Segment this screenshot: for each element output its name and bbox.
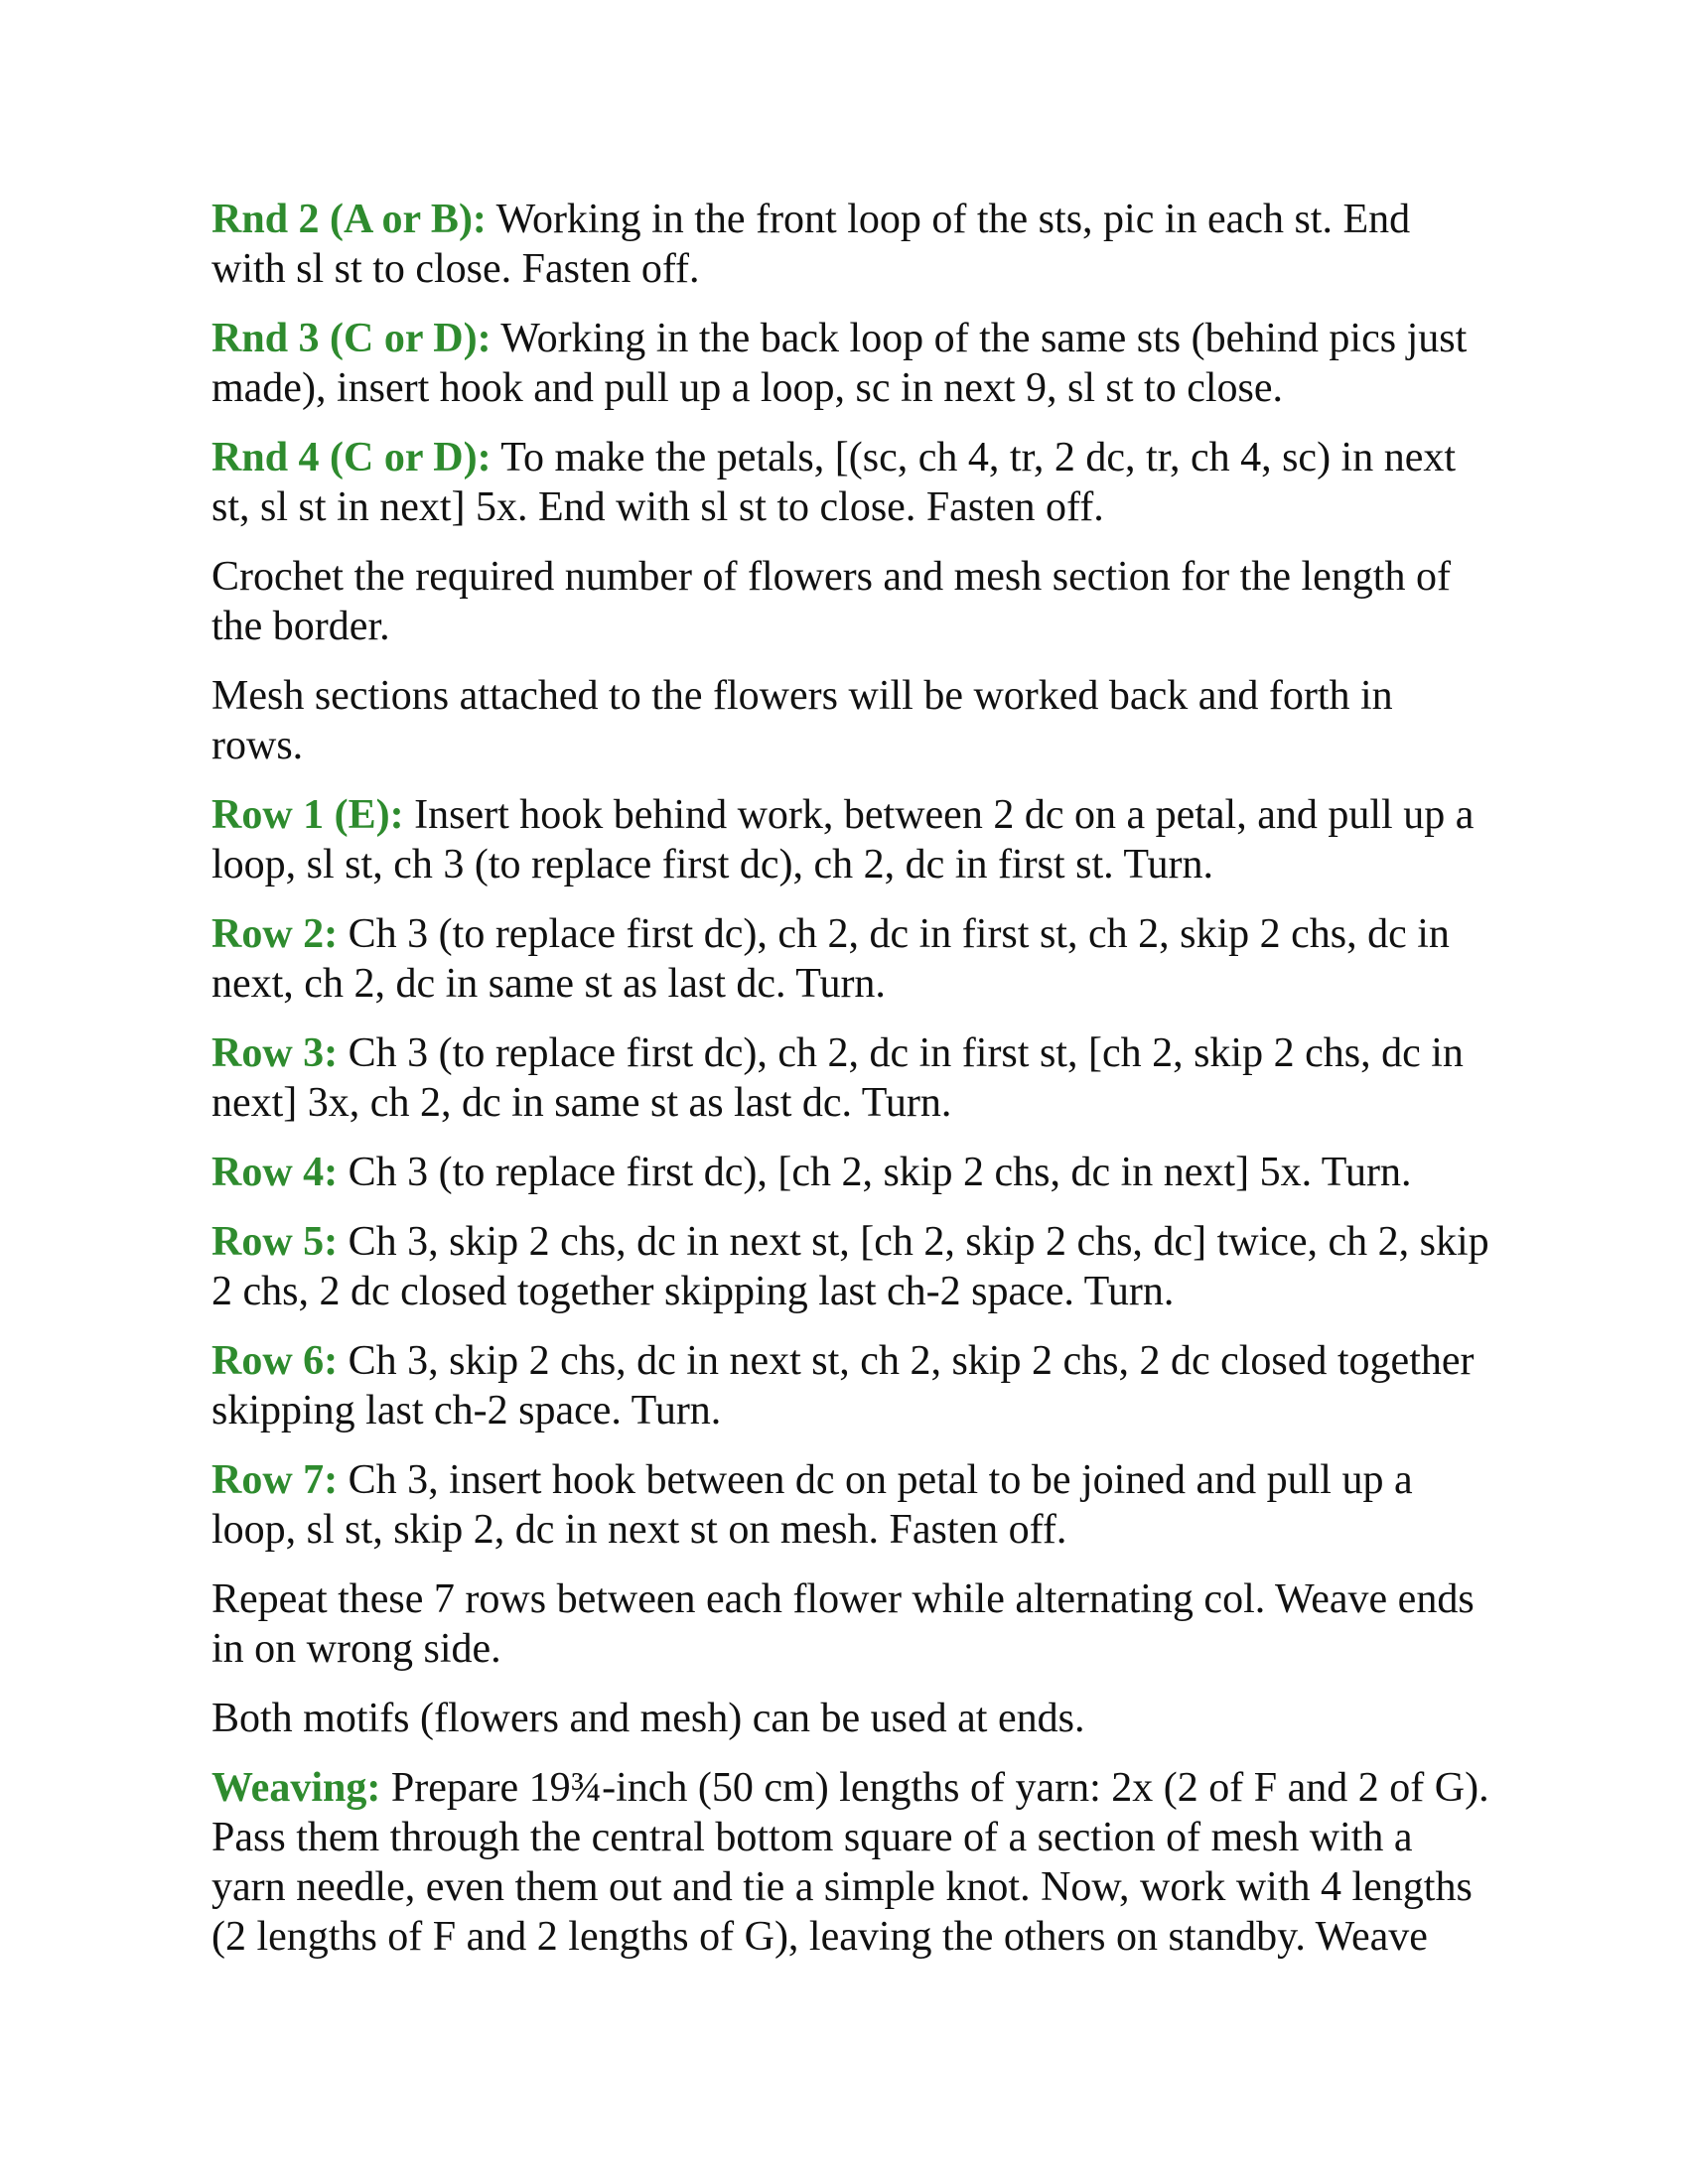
paragraph-repeat-rows <box>211 1574 1492 1674</box>
step-label: Row 4: <box>211 1150 339 1195</box>
paragraph-row-1 <box>211 790 1492 889</box>
paragraph-weaving <box>211 1763 1492 1962</box>
step-text: Ch 3 (to replace first dc), ch 2, dc in first st, [ch 2, skip 2 chs, dc in next] 3x, ch 2, dc in same st as last dc. Turn. <box>211 1030 1464 1126</box>
step-text: Ch 3 (to replace first dc), [ch 2, skip 2 chs, dc in next] 5x. Turn. <box>338 1150 1412 1195</box>
step-text: Working in the back loop of the same sts (behind pics just made), insert hook and pull up a loop, sc in next 9, sl st to close. <box>211 316 1468 411</box>
step-text: Prepare 19¾-inch (50 cm) lengths of yarn: 2x (2 of F and 2 of G). Pass them through the central bottom square of a section of mesh with a yarn needle, even them out and tie a simple knot. Now, work with 4 lengths (2 lengths of F and 2 lengths of G), leaving the others on standby. Weave <box>211 1765 1489 1960</box>
body-text: Mesh sections attached to the flowers will be worked back and forth in rows. <box>211 673 1393 768</box>
document-page <box>211 195 1492 1981</box>
step-text: Working in the front loop of the sts, pic in each st. End with sl st to close. Fasten off. <box>211 197 1411 292</box>
step-label: Rnd 2 (A or B): <box>211 197 487 242</box>
step-label: Rnd 3 (C or D): <box>211 316 492 361</box>
step-text: To make the petals, [(sc, ch 4, tr, 2 dc, tr, ch 4, sc) in next st, sl st in next] 5x. End with sl st to close. Fasten off. <box>211 435 1457 530</box>
body-text: Crochet the required number of flowers and mesh section for the length of the border. <box>211 554 1451 649</box>
paragraph-rnd-3 <box>211 314 1492 413</box>
paragraph-crochet-flowers <box>211 552 1492 651</box>
paragraph-row-7 <box>211 1455 1492 1555</box>
body-text: Both motifs (flowers and mesh) can be used at ends. <box>211 1696 1085 1741</box>
step-text: Ch 3 (to replace first dc), ch 2, dc in first st, ch 2, skip 2 chs, dc in next, ch 2, dc in same st as last dc. Turn. <box>211 911 1450 1007</box>
paragraph-row-5 <box>211 1217 1492 1316</box>
paragraph-row-3 <box>211 1028 1492 1128</box>
step-label: Row 3: <box>211 1030 339 1076</box>
paragraph-mesh-sections <box>211 671 1492 770</box>
paragraph-row-4 <box>211 1148 1492 1197</box>
paragraph-row-6 <box>211 1336 1492 1435</box>
step-label: Row 6: <box>211 1338 339 1384</box>
step-label: Row 5: <box>211 1219 339 1265</box>
step-label: Rnd 4 (C or D): <box>211 435 492 480</box>
step-text: Insert hook behind work, between 2 dc on a petal, and pull up a loop, sl st, ch 3 (to replace first dc), ch 2, dc in first st. Turn. <box>211 792 1475 887</box>
paragraph-rnd-2 <box>211 195 1492 294</box>
step-label: Weaving: <box>211 1765 381 1811</box>
paragraph-both-motifs <box>211 1694 1492 1743</box>
step-text: Ch 3, insert hook between dc on petal to be joined and pull up a loop, sl st, skip 2, dc in next st on mesh. Fasten off. <box>211 1457 1413 1553</box>
paragraph-rnd-4 <box>211 433 1492 532</box>
step-label: Row 1 (E): <box>211 792 404 838</box>
step-label: Row 2: <box>211 911 339 957</box>
step-text: Ch 3, skip 2 chs, dc in next st, ch 2, skip 2 chs, 2 dc closed together skipping last ch-2 space. Turn. <box>211 1338 1475 1433</box>
step-text: Ch 3, skip 2 chs, dc in next st, [ch 2, skip 2 chs, dc] twice, ch 2, skip 2 chs, 2 dc closed together skipping last ch-2 space. Turn. <box>211 1219 1489 1314</box>
body-text: Repeat these 7 rows between each flower while alternating col. Weave ends in on wrong side. <box>211 1576 1475 1672</box>
paragraph-row-2 <box>211 909 1492 1009</box>
step-label: Row 7: <box>211 1457 339 1503</box>
